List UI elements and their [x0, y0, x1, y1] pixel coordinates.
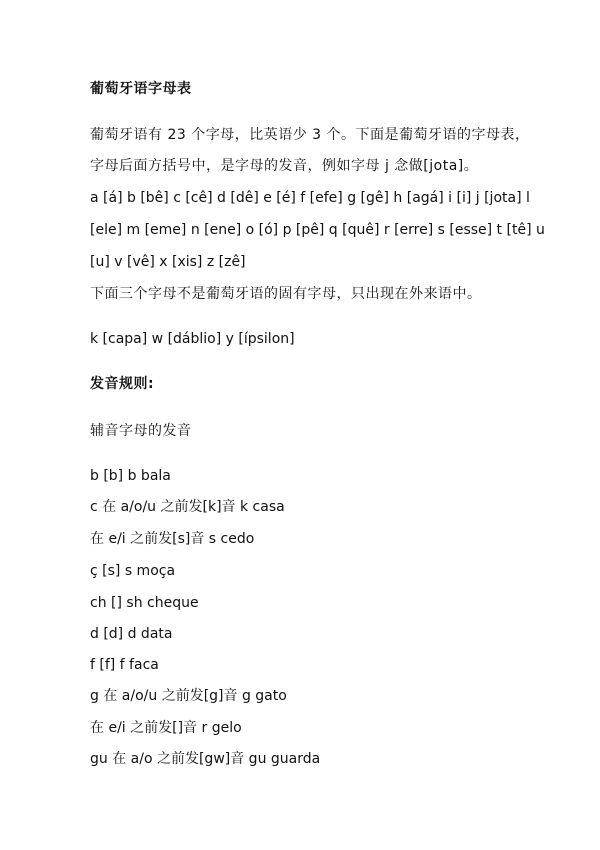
rule-line: c 在 a/o/u 之前发[k]音 k casa — [90, 499, 285, 515]
alphabet-line-2: [ele] m [eme] n [ene] o [ó] p [pê] q [quê] r [erre] s [esse] t [tê] u — [90, 222, 545, 238]
rule-line: ch [] sh cheque — [90, 595, 199, 611]
rule-line: f [f] f faca — [90, 657, 159, 673]
alphabet-line-1: a [á] b [bê] c [cê] d [dê] e [é] f [efe] g [gê] h [agá] i [i] j [jota] l — [90, 190, 530, 206]
rule-line: b [b] b bala — [90, 468, 171, 484]
rule-line: 在 e/i 之前发[]音 r gelo — [90, 720, 242, 736]
intro-paragraph-line-1: 葡萄牙语有 23 个字母，比英语少 3 个。下面是葡萄牙语的字母表， — [90, 127, 530, 143]
subsection-title: 辅音字母的发音 — [90, 423, 192, 439]
section-title: 发音规则: — [90, 376, 155, 392]
foreign-letters-note: 下面三个字母不是葡萄牙语的固有字母，只出现在外来语中。 — [90, 286, 482, 302]
foreign-letters-list: k [capa] w [dáblio] y [ípsilon] — [90, 331, 295, 347]
rule-line: g 在 a/o/u 之前发[g]音 g gato — [90, 688, 287, 704]
rule-line: ç [s] s moça — [90, 563, 176, 579]
rule-line: 在 e/i 之前发[s]音 s cedo — [90, 531, 255, 547]
rule-line: d [d] d data — [90, 626, 173, 642]
alphabet-line-3: [u] v [vê] x [xis] z [zê] — [90, 254, 246, 270]
rule-line: gu 在 a/o 之前发[gw]音 gu guarda — [90, 751, 321, 767]
intro-paragraph-line-2: 字母后面方括号中，是字母的发音，例如字母 j 念做[jota]。 — [90, 158, 479, 174]
page-title: 葡萄牙语字母表 — [90, 81, 192, 97]
